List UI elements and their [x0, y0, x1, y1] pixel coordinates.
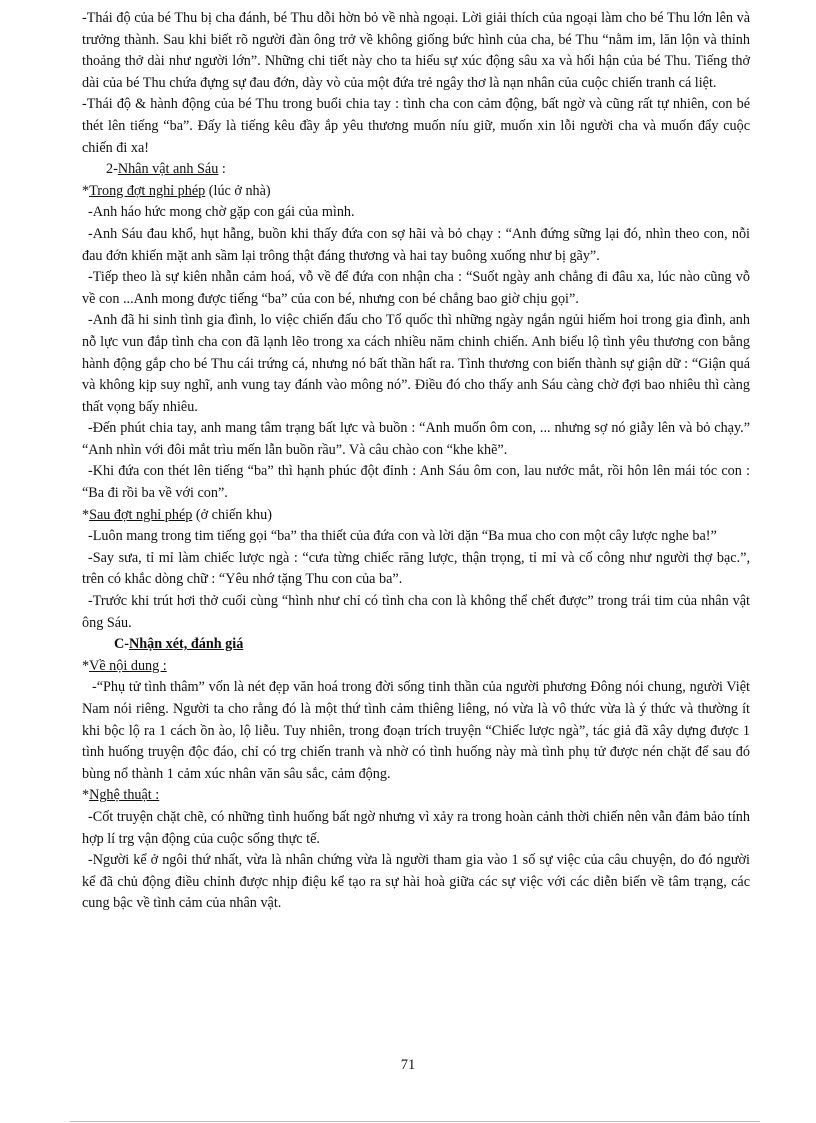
paragraph-narrator: -Người kể ở ngôi thứ nhất, vừa là nhân chứng vừa là người tham gia vào 1 số sự việc của câu chuyện, do đó người kể đã chủ động điều chỉnh được nhịp điệu kể tạo ra sự hài hoà giữa các sự việc với các diễn biến về tâm trạng, các cung bậc về tình cảm của nhân vật.	[82, 852, 750, 912]
paragraph-parting: -Đến phút chia tay, anh mang tâm trạng bất lực và buồn : “Anh muốn ôm con, ... nhưng sợ nó giẫy lên và bỏ chạy.” “Anh nhìn với đôi mắt trìu mến lẫn buồn rầu”. Và câu chào con “khe khẽ”.	[82, 420, 750, 458]
bullet-star: *	[82, 787, 90, 804]
section-heading-review	[82, 634, 750, 656]
subheading-title: Nghệ thuật :	[89, 787, 160, 804]
section-colon: :	[218, 161, 226, 178]
subheading-on-leave	[82, 181, 750, 203]
subheading-title: Về nội dung :	[89, 657, 167, 674]
bullet-star: *	[82, 506, 90, 523]
bottom-divider	[70, 1121, 760, 1122]
section-number: 2-	[106, 161, 118, 178]
subheading-content	[82, 656, 750, 678]
paragraph-comb-making: -Say sưa, tỉ mỉ làm chiếc lược ngà : “cưa từng chiếc răng lược, thận trọng, tỉ mỉ và cố công như người thợ bạc.”, trên có khắc dòng chữ : “Yêu nhớ tặng Thu con của ba”.	[82, 549, 750, 588]
subheading-title: Trong đợt nghỉ phép	[89, 182, 206, 199]
paragraph-thu-farewell: -Thái độ & hành động của bé Thu trong buổi chia tay : tình cha con cảm động, bất ngờ và cũng rất tự nhiên, con bé thét lên tiếng “ba”. Đấy là tiếng kêu đầy ắp yêu thương muốn níu giữ, muốn xin lỗi người cha và muốn đẩy cuộc chiến đi xa!	[82, 96, 750, 156]
paragraph-call-ba: -Luôn mang trong tim tiếng gọi “ba” tha thiết của đứa con và lời dặn “Ba mua cho con một cây lược nghe ba!”	[88, 528, 717, 545]
paragraph-pain: -Anh Sáu đau khổ, hụt hẫng, buồn khi thấy đứa con sợ hãi và bỏ chạy : “Anh đứng sững lại đó, nhìn theo con, nỗi đau đớn khiến mặt anh sầm lại trông thật đáng thương và hai tay buông xuống như bị gãy”.	[82, 225, 750, 264]
paragraph-eager: -Anh háo hức mong chờ gặp con gái của mình.	[88, 204, 355, 221]
paragraph-happiness: -Khi đứa con thét lên tiếng “ba” thì hạnh phúc đột đỉnh : Anh Sáu ôm con, lau nước mắt, rồi hôn lên mái tóc con : “Ba đi rồi ba về với con”.	[82, 463, 750, 502]
bullet-star: *	[82, 657, 90, 674]
subheading-after-leave	[82, 505, 750, 527]
bullet-star: *	[82, 182, 90, 199]
section-title: Nhân vật anh Sáu	[117, 161, 219, 178]
paragraph-phu-tu: -“Phụ tử tình thâm” vốn là nét đẹp văn hoá trong đời sống tinh thần của người phương Đông nói chung, người Việt Nam nói riêng. Người ta cho rằng đó là một thứ tình cảm thiêng liêng, nó vừa là vô thức vừa là ý thức và thường ít khi bộc lộ ra 1 cách ồn ào, lộ liễu. Tuy nhiên, trong đoạn trích truyện “Chiếc lược ngà”, tác giả đã xây dựng được 1 tình huống truyện độc đáo, chỉ có trg chiến tranh và nhờ có tình huống này mà tình phụ tử được nén chặt để sau đó bùng nổ thành 1 cảm xúc nhân văn sâu sắc, cảm động.	[82, 679, 750, 782]
page-content	[82, 8, 750, 915]
paragraph-patience: -Tiếp theo là sự kiên nhẫn cảm hoá, vỗ về để đứa con nhận cha : “Suốt ngày anh chẳng đi đâu xa, lúc nào cũng vỗ về con ...Anh mong được tiếng “ba” của con bé, nhưng con bé chẳng bao giờ chịu gọi”.	[82, 269, 750, 307]
section-heading-anh-sau	[82, 159, 750, 181]
subheading-note: (ở chiến khu)	[192, 506, 272, 523]
paragraph-sacrifice: -Anh đã hi sinh tình gia đình, lo việc chiến đấu cho Tổ quốc thì những ngày ngắn ngủi hiếm hoi trong gia đình, anh nỗ lực vun đắp tình cha con đã lạnh lẽo trong xa cách nhiều năm chinh chiến. Anh biểu lộ tình yêu thương con bằng hành động gắp cho bé Thu cái trứng cá, nhưng nó bất thần hất ra. Tình thương con biến thành sự giận dữ : “Giận quá và không kịp suy nghĩ, anh vung tay đánh vào mông nó”. Điều đó cho thấy anh Sáu càng chờ đợi bao nhiêu thì càng thất vọng bấy nhiêu.	[82, 312, 750, 415]
paragraph-thu-punished: -Thái độ của bé Thu bị cha đánh, bé Thu dỗi hờn bỏ về nhà ngoại. Lời giải thích của ngoại làm cho bé Thu lớn lên và trưởng thành. Sau khi biết rõ người đàn ông trở về không giống bức hình của cha, bé Thu “nằm im, lăn lộn và thỉnh thoảng thở dài như người lớn”. Những chi tiết này cho ta hiểu sự xúc động sâu xa và hối hận của bé Thu. Tiếng thở dài của bé Thu chứa đựng sự đau đớn, dày vò của một đứa trẻ ngây thơ là nạn nhân của cuộc chiến tranh cá liệt.	[82, 10, 750, 91]
section-title: Nhận xét, đánh giá	[128, 636, 244, 653]
subheading-note: (lúc ở nhà)	[205, 182, 271, 199]
page-number: 71	[400, 1057, 416, 1073]
paragraph-last-breath: -Trước khi trút hơi thở cuối cùng “hình như chỉ có tình cha con là không thể chết được” trong trái tim của nhân vật ông Sáu.	[82, 593, 750, 631]
section-number: C-	[114, 636, 129, 653]
paragraph-plot: -Cốt truyện chặt chẽ, có những tình huống bất ngờ nhưng vì xảy ra trong hoàn cảnh thời chiến nên vẫn đảm bảo tính hợp lí trg vận động của cuộc sống thực tế.	[82, 808, 750, 847]
subheading-title: Sau đợt nghỉ phép	[89, 506, 193, 523]
subheading-art	[82, 785, 750, 807]
